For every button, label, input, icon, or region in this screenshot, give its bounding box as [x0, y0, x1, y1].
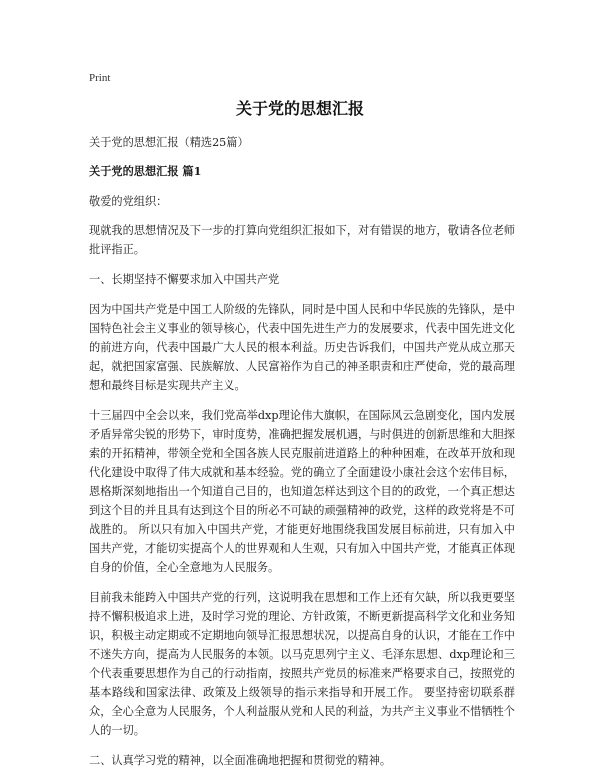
- heading-part-one: 一、长期坚持不懈要求加入中国共产党: [89, 273, 280, 286]
- paragraph-party-nature: 因为中国共产党是中国工人阶级的先锋队，同时是中国人民和中华民族的先锋队，是中国特色社会主义事业的领导核心，代表中国先进生产力的发展要求，代表中国先进文化的前进方向，代表中国最广大人民的根本利益。历史告诉我们，中国共产党从成立那天起，就把国家富强、民族解放、人民富裕作为自己的神圣职责和庄严使命，党的最高理想和最终目标是实现共产主义。: [89, 303, 515, 392]
- paragraph-plenum: 十三届四中全会以来，我们党高举dxp理论伟大旗帜，在国际风云急剧变化，国内发展矛盾异常尖锐的形势下，审时度势，准确把握发展机遇，与时俱进的创新思维和大胆探索的开拓精神，带领全党和全国各族人民克服前进道路上的种种困难，在改革开放和现代化建设中取得了伟大成就和基本经验。党的确立了全面建设小康社会这个宏伟目标，恩格斯深刻地指出一个知道自己目的，也知道怎样达到这个目的的政党，一个真正想达到这个目的并且具有达到这个目的所必不可缺的顽强精神的政党，这样的政党将是不可战胜的。 所以只有加入中国共产党，才能更好地围绕我国发展目标前进，只有加入中国共产党，才能切实提高个人的世界观和人生观，只有加入中国共产党，才能真正体现自身的价值，全心全意地为人民服务。: [89, 409, 515, 574]
- section-heading: 关于党的思想汇报 篇1: [89, 164, 202, 178]
- heading-part-two: 二、认真学习党的精神，以全面准确地把握和贯彻党的精神。: [89, 754, 392, 767]
- salutation: 敬爱的党组织：: [89, 195, 168, 208]
- page-title: 关于党的思想汇报: [235, 99, 364, 118]
- paragraph-intro: 现就我的思想情况及下一步的打算向党组织汇报如下，对有错误的地方，敬请各位老师批评指正。: [89, 224, 515, 256]
- print-link[interactable]: Print: [89, 72, 111, 84]
- subtitle: 关于党的思想汇报（精选25篇）: [89, 136, 249, 149]
- paragraph-self-improvement: 目前我未能跨入中国共产党的行列，这说明我在思想和工作上还有欠缺，所以我更要坚持不懈积极追求上进，及时学习党的理论、方针政策，不断更新提高科学文化和业务知识，积极主动定期或不定期地向领导汇报思想状况，以提高自身的认识，才能在工作中不迷失方向，提高为人民服务的本领。以马克思列宁主义、毛泽东思想、dxp理论和三个代表重要思想作为自己的行动指南，按照共产党员的标准来严格要求自己，按照党的基本路线和国家法律、政策及上级领导的指示来指导和开展工作。 要坚持密切联系群众，全心全意为人民服务，个人利益服从党和人民的利益，为共产主义事业不惜牺牲个人的一切。: [89, 591, 515, 737]
- document-body: [89, 133, 515, 781]
